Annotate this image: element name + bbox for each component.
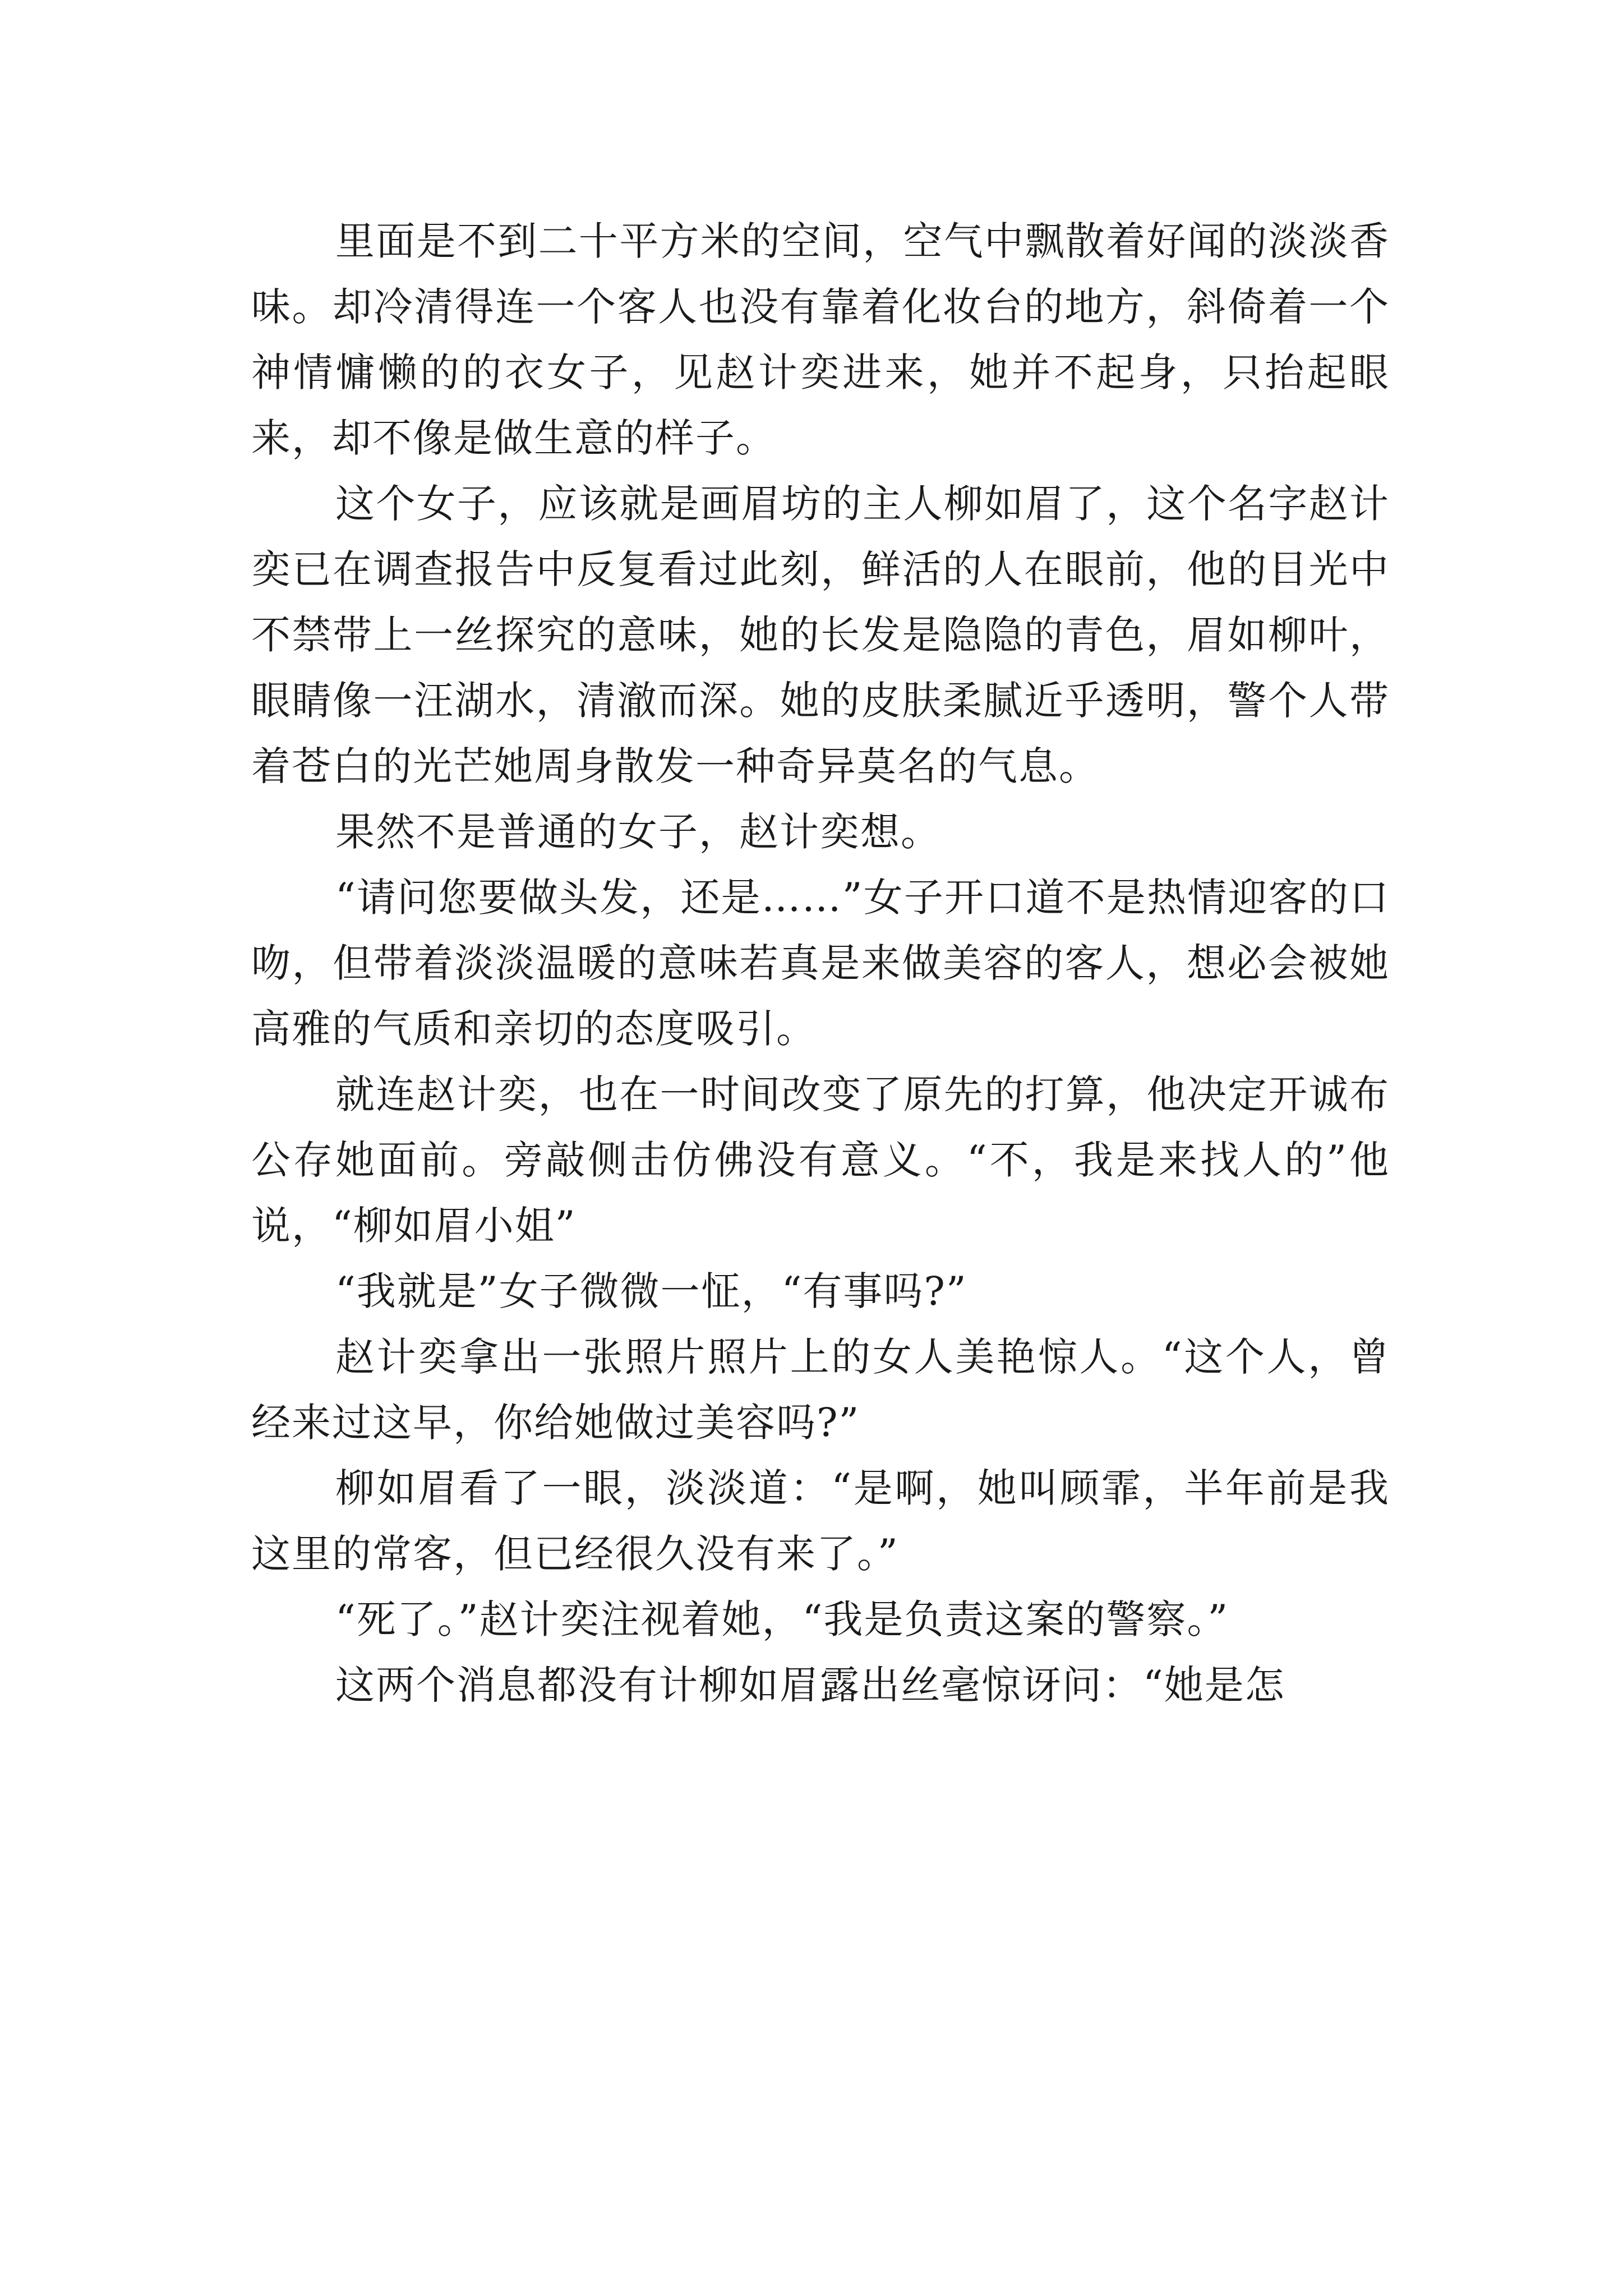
paragraph-8: 柳如眉看了一眼，淡淡道：“是啊，她叫顾霏，半年前是我这里的常客，但已经很久没有来了。”: [251, 1465, 1390, 1577]
paragraph-4: “请问您要做头发，还是……”女子开口道不是热情迎客的口吻，但带着淡淡温暖的意味若真是来做美容的客人，想必会被她高雅的气质和亲切的态度吸引。: [251, 875, 1390, 1052]
paragraph-2: 这个女子，应该就是画眉坊的主人柳如眉了，这个名字赵计奕已在调查报告中反复看过此刻，鲜活的人在眼前，他的目光中不禁带上一丝探究的意味，她的长发是隐隐的青色，眉如柳叶，眼睛像一汪湖水，清澈而深。她的皮肤柔腻近乎透明，警个人带着苍白的光芒她周身散发一种奇异莫名的气息。: [251, 481, 1390, 789]
paragraph-10: 这两个消息都没有计柳如眉露出丝毫惊讶问：“她是怎: [335, 1662, 1285, 1708]
paragraph-9: “死了。”赵计奕注视着她，“我是负责这案的警察。”: [335, 1596, 1229, 1642]
paragraph-6: “我就是”女子微微一怔，“有事吗?”: [335, 1268, 967, 1314]
paragraph-7: 赵计奕拿出一张照片照片上的女人美艳惊人。“这个人，曾经来过这早，你给她做过美容吗?”: [251, 1334, 1390, 1446]
paragraph-5: 就连赵计奕，也在一时间改变了原先的打算，他决定开诚布公存她面前。旁敲侧击仿佛没有意义。“不，我是来找人的”他说，“柳如眉小姐”: [251, 1071, 1390, 1249]
body-text: [251, 209, 1390, 1718]
paragraph-1: 里面是不到二十平方米的空间，空气中飘散着好闻的淡淡香味。却冷清得连一个客人也没有靠着化妆台的地方，斜倚着一个神情慵懒的的衣女子，见赵计奕进来，她并不起身，只抬起眼来，却不像是做生意的样子。: [251, 218, 1390, 461]
paragraph-3: 果然不是普通的女子，赵计奕想。: [335, 809, 941, 855]
